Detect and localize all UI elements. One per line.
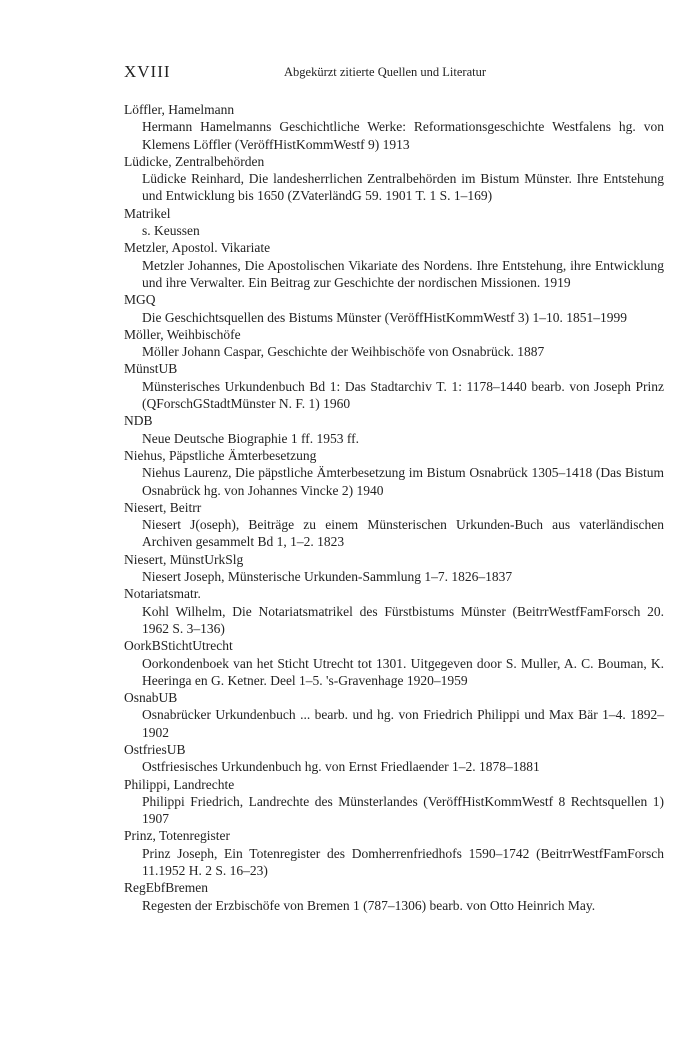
entry-description: Möller Johann Caspar, Geschichte der Weihbischöfe von Osnabrück. 1887	[142, 344, 545, 360]
entry-key: Matrikel	[124, 205, 171, 221]
bibliography-entry	[124, 153, 664, 205]
entry-description: Metzler Johannes, Die Apostolischen Vikariate des Nordens. Ihre Entstehung, ihre Entwicklung und ihre Verwalter. Ein Beitrag zur Geschichte der nordischen Missionen. 1919	[142, 257, 664, 290]
bibliography-entry	[124, 326, 664, 361]
entry-key: Löffler, Hamelmann	[124, 102, 235, 117]
entry-description: Prinz Joseph, Ein Totenregister des Domherrenfriedhofs 1590–1742 (BeitrrWestfFamForsch 11.1952 H. 2 S. 16–23)	[142, 845, 664, 879]
entry-key: MGQ	[124, 292, 156, 308]
bibliography-entry	[124, 776, 664, 828]
entry-key: MünstUB	[124, 361, 178, 377]
bibliography-entry	[124, 827, 664, 879]
bibliography-entry	[124, 879, 664, 914]
bibliography-entry	[124, 741, 664, 776]
entry-description: Lüdicke Reinhard, Die landesherrlichen Zentralbehörden im Bistum Münster. Ihre Entstehung und Entwicklung bis 1650 (ZVaterländG 59. 1901 T. 1 S. 1–169)	[142, 171, 664, 204]
entry-key: NDB	[124, 413, 153, 429]
entry-key: OorkBStichtUtrecht	[124, 638, 233, 654]
bibliography-entry	[124, 291, 664, 326]
entry-description: Regesten der Erzbischöfe von Bremen 1 (787–1306) bearb. von Otto Heinrich May.	[142, 897, 596, 913]
entry-description: Kohl Wilhelm, Die Notariatsmatrikel des Fürstbistums Münster (BeitrrWestfFamForsch 20. 1962 S. 3–136)	[142, 603, 664, 636]
entry-key: OstfriesUB	[124, 741, 186, 757]
running-title: Abgekürzt zitierte Quellen und Literatur	[284, 65, 487, 79]
entry-key: Niehus, Päpstliche Ämterbesetzung	[124, 447, 317, 463]
entry-key: Niesert, Beitrr	[124, 499, 202, 515]
bibliography-entry	[124, 637, 664, 689]
bibliography-list	[124, 101, 664, 914]
bibliography-entry	[124, 447, 664, 499]
page-number: XVIII	[124, 62, 171, 81]
bibliography-entry	[124, 689, 664, 741]
entry-description: Osnabrücker Urkundenbuch ... bearb. und hg. von Friedrich Philippi und Max Bär 1–4. 1892–1902	[142, 707, 664, 740]
entry-description: Ostfriesisches Urkundenbuch hg. von Ernst Friedlaender 1–2. 1878–1881	[142, 759, 540, 775]
entry-key: Philippi, Landrechte	[124, 776, 235, 792]
bibliography-entry	[124, 205, 664, 240]
entry-description: Niehus Laurenz, Die päpstliche Ämterbesetzung im Bistum Osnabrück 1305–1418 (Das Bistum Osnabrück hg. von Johannes Vincke 2) 1940	[142, 465, 664, 498]
entry-description: Neue Deutsche Biographie 1 ff. 1953 ff.	[142, 430, 359, 446]
entry-key: Metzler, Apostol. Vikariate	[124, 240, 271, 256]
entry-description: Niesert Joseph, Münsterische Urkunden-Sammlung 1–7. 1826–1837	[142, 569, 513, 585]
entry-key: Lüdicke, Zentralbehörden	[124, 153, 265, 169]
bibliography-entry	[124, 551, 664, 586]
entry-key: OsnabUB	[124, 690, 178, 706]
entry-description: Die Geschichtsquellen des Bistums Münster (VeröffHistKommWestf 3) 1–10. 1851–1999	[142, 309, 627, 325]
entry-description: Hermann Hamelmanns Geschichtliche Werke: Reformationsgeschichte Westfalens hg. von Klemens Löffler (VeröffHistKommWestf 9) 1913	[142, 119, 664, 152]
entry-key: Möller, Weihbischöfe	[124, 326, 241, 342]
entry-key: Prinz, Totenregister	[124, 828, 231, 844]
entry-key: RegEbfBremen	[124, 880, 208, 896]
bibliography-entry	[124, 585, 664, 637]
entry-key: Notariatsmatr.	[124, 586, 201, 602]
entry-description: Philippi Friedrich, Landrechte des Münsterlandes (VeröffHistKommWestf 8 Rechtsquellen 1) 1907	[142, 793, 664, 827]
entry-description: Münsterisches Urkundenbuch Bd 1: Das Stadtarchiv T. 1: 1178–1440 bearb. von Joseph Prinz (QForschGStadtMünster N. F. 1) 1960	[142, 378, 664, 412]
entry-description: s. Keussen	[142, 223, 200, 239]
page-header	[124, 62, 664, 86]
entry-description: Oorkondenboek van het Sticht Utrecht tot 1301. Uitgegeven door S. Muller, A. C. Bouman, K. Heeringa en G. Ketner. Deel 1–5. 's-Gravenhage 1920–1959	[142, 655, 664, 688]
bibliography-entry	[124, 101, 664, 153]
bibliography-entry	[124, 499, 664, 551]
bibliography-entry	[124, 360, 664, 412]
entry-description: Niesert J(oseph), Beiträge zu einem Münsterischen Urkunden-Buch aus vaterländischen Archiven gesammelt Bd 1, 1–2. 1823	[142, 517, 664, 550]
bibliography-entry	[124, 412, 664, 447]
entry-key: Niesert, MünstUrkSlg	[124, 551, 244, 567]
bibliography-entry	[124, 239, 664, 291]
